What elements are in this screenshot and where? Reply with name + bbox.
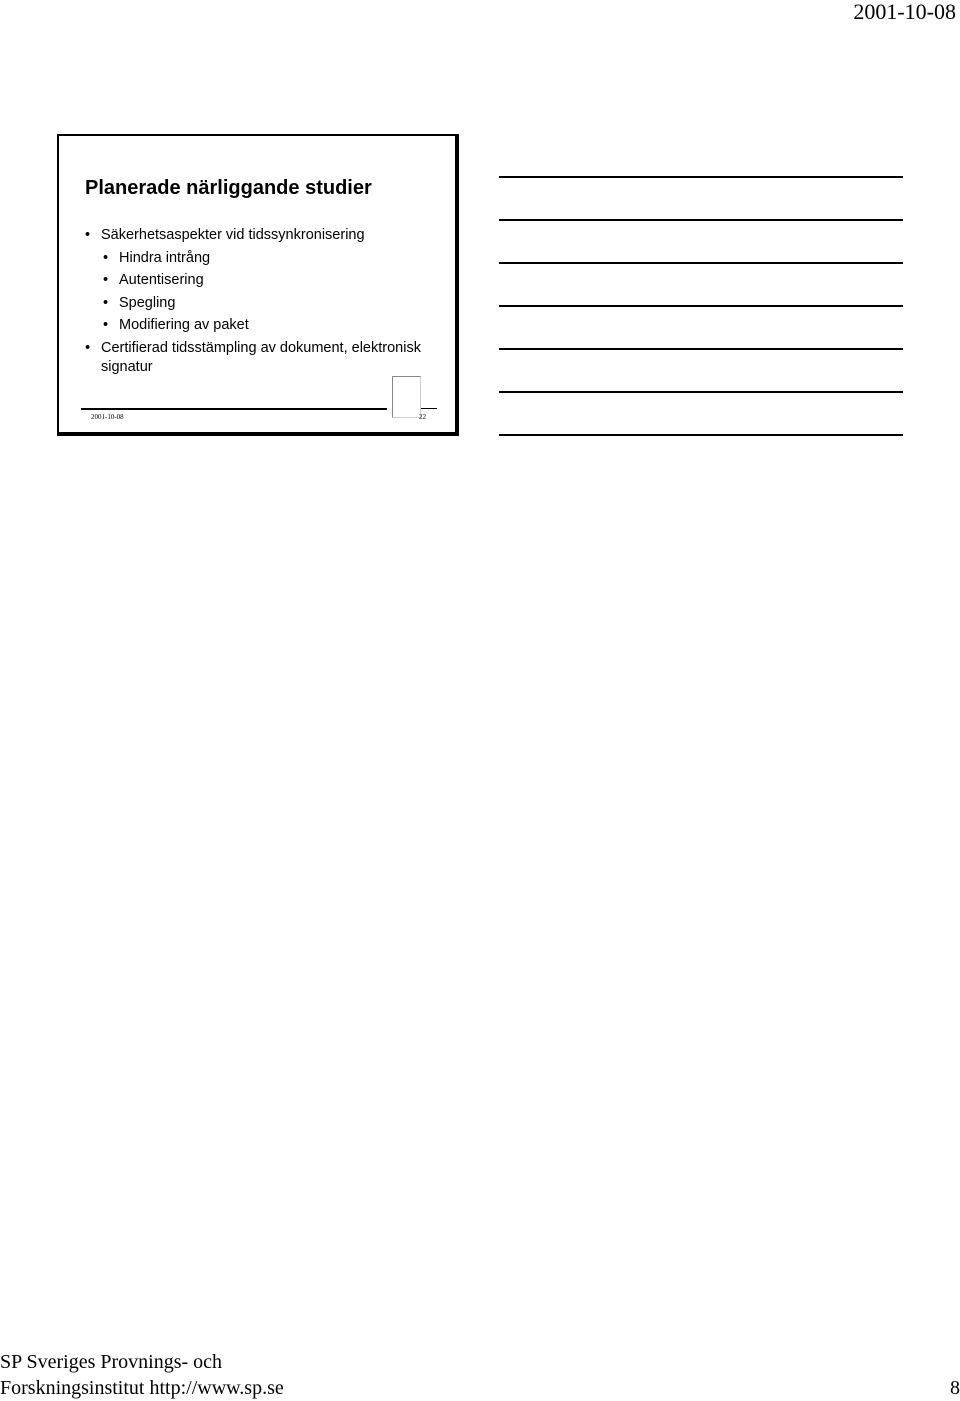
page-number: 8: [950, 1377, 960, 1399]
page-footer: [0, 1349, 960, 1401]
note-line: [499, 262, 903, 264]
page-date: 2001-10-08: [853, 0, 956, 24]
slide-footer-rule: [81, 408, 387, 410]
note-line: [499, 176, 903, 178]
footer-organization: SP Sveriges Provnings- och: [0, 1351, 223, 1373]
note-line: [499, 348, 903, 350]
sub-bullet-item: • Spegling: [85, 294, 445, 313]
note-line: [499, 305, 903, 307]
slide-footer-date: 2001-10-08: [91, 413, 124, 421]
slide-title: Planerade närliggande studier: [85, 177, 372, 199]
sub-bullet-item: • Autentisering: [85, 271, 445, 290]
note-line: [499, 434, 903, 436]
slide-thumbnail: [57, 134, 459, 436]
note-line: [499, 391, 903, 393]
bullet-item: • Certifierad tidsstämpling av dokument, elektronisk signatur: [85, 339, 445, 377]
footer-organization-url: Forskningsinstitut http://www.sp.se: [0, 1377, 284, 1399]
logo-icon: [392, 376, 421, 418]
slide-number: 22: [419, 413, 426, 421]
slide-footer-rule-short: [421, 408, 437, 409]
sub-bullet-item: • Hindra intrång: [85, 249, 445, 268]
bullet-item: • Säkerhetsaspekter vid tidssynkronisering: [85, 226, 445, 245]
sub-bullet-item: • Modifiering av paket: [85, 316, 445, 335]
slide-bullet-list: [85, 226, 445, 380]
note-line: [499, 219, 903, 221]
